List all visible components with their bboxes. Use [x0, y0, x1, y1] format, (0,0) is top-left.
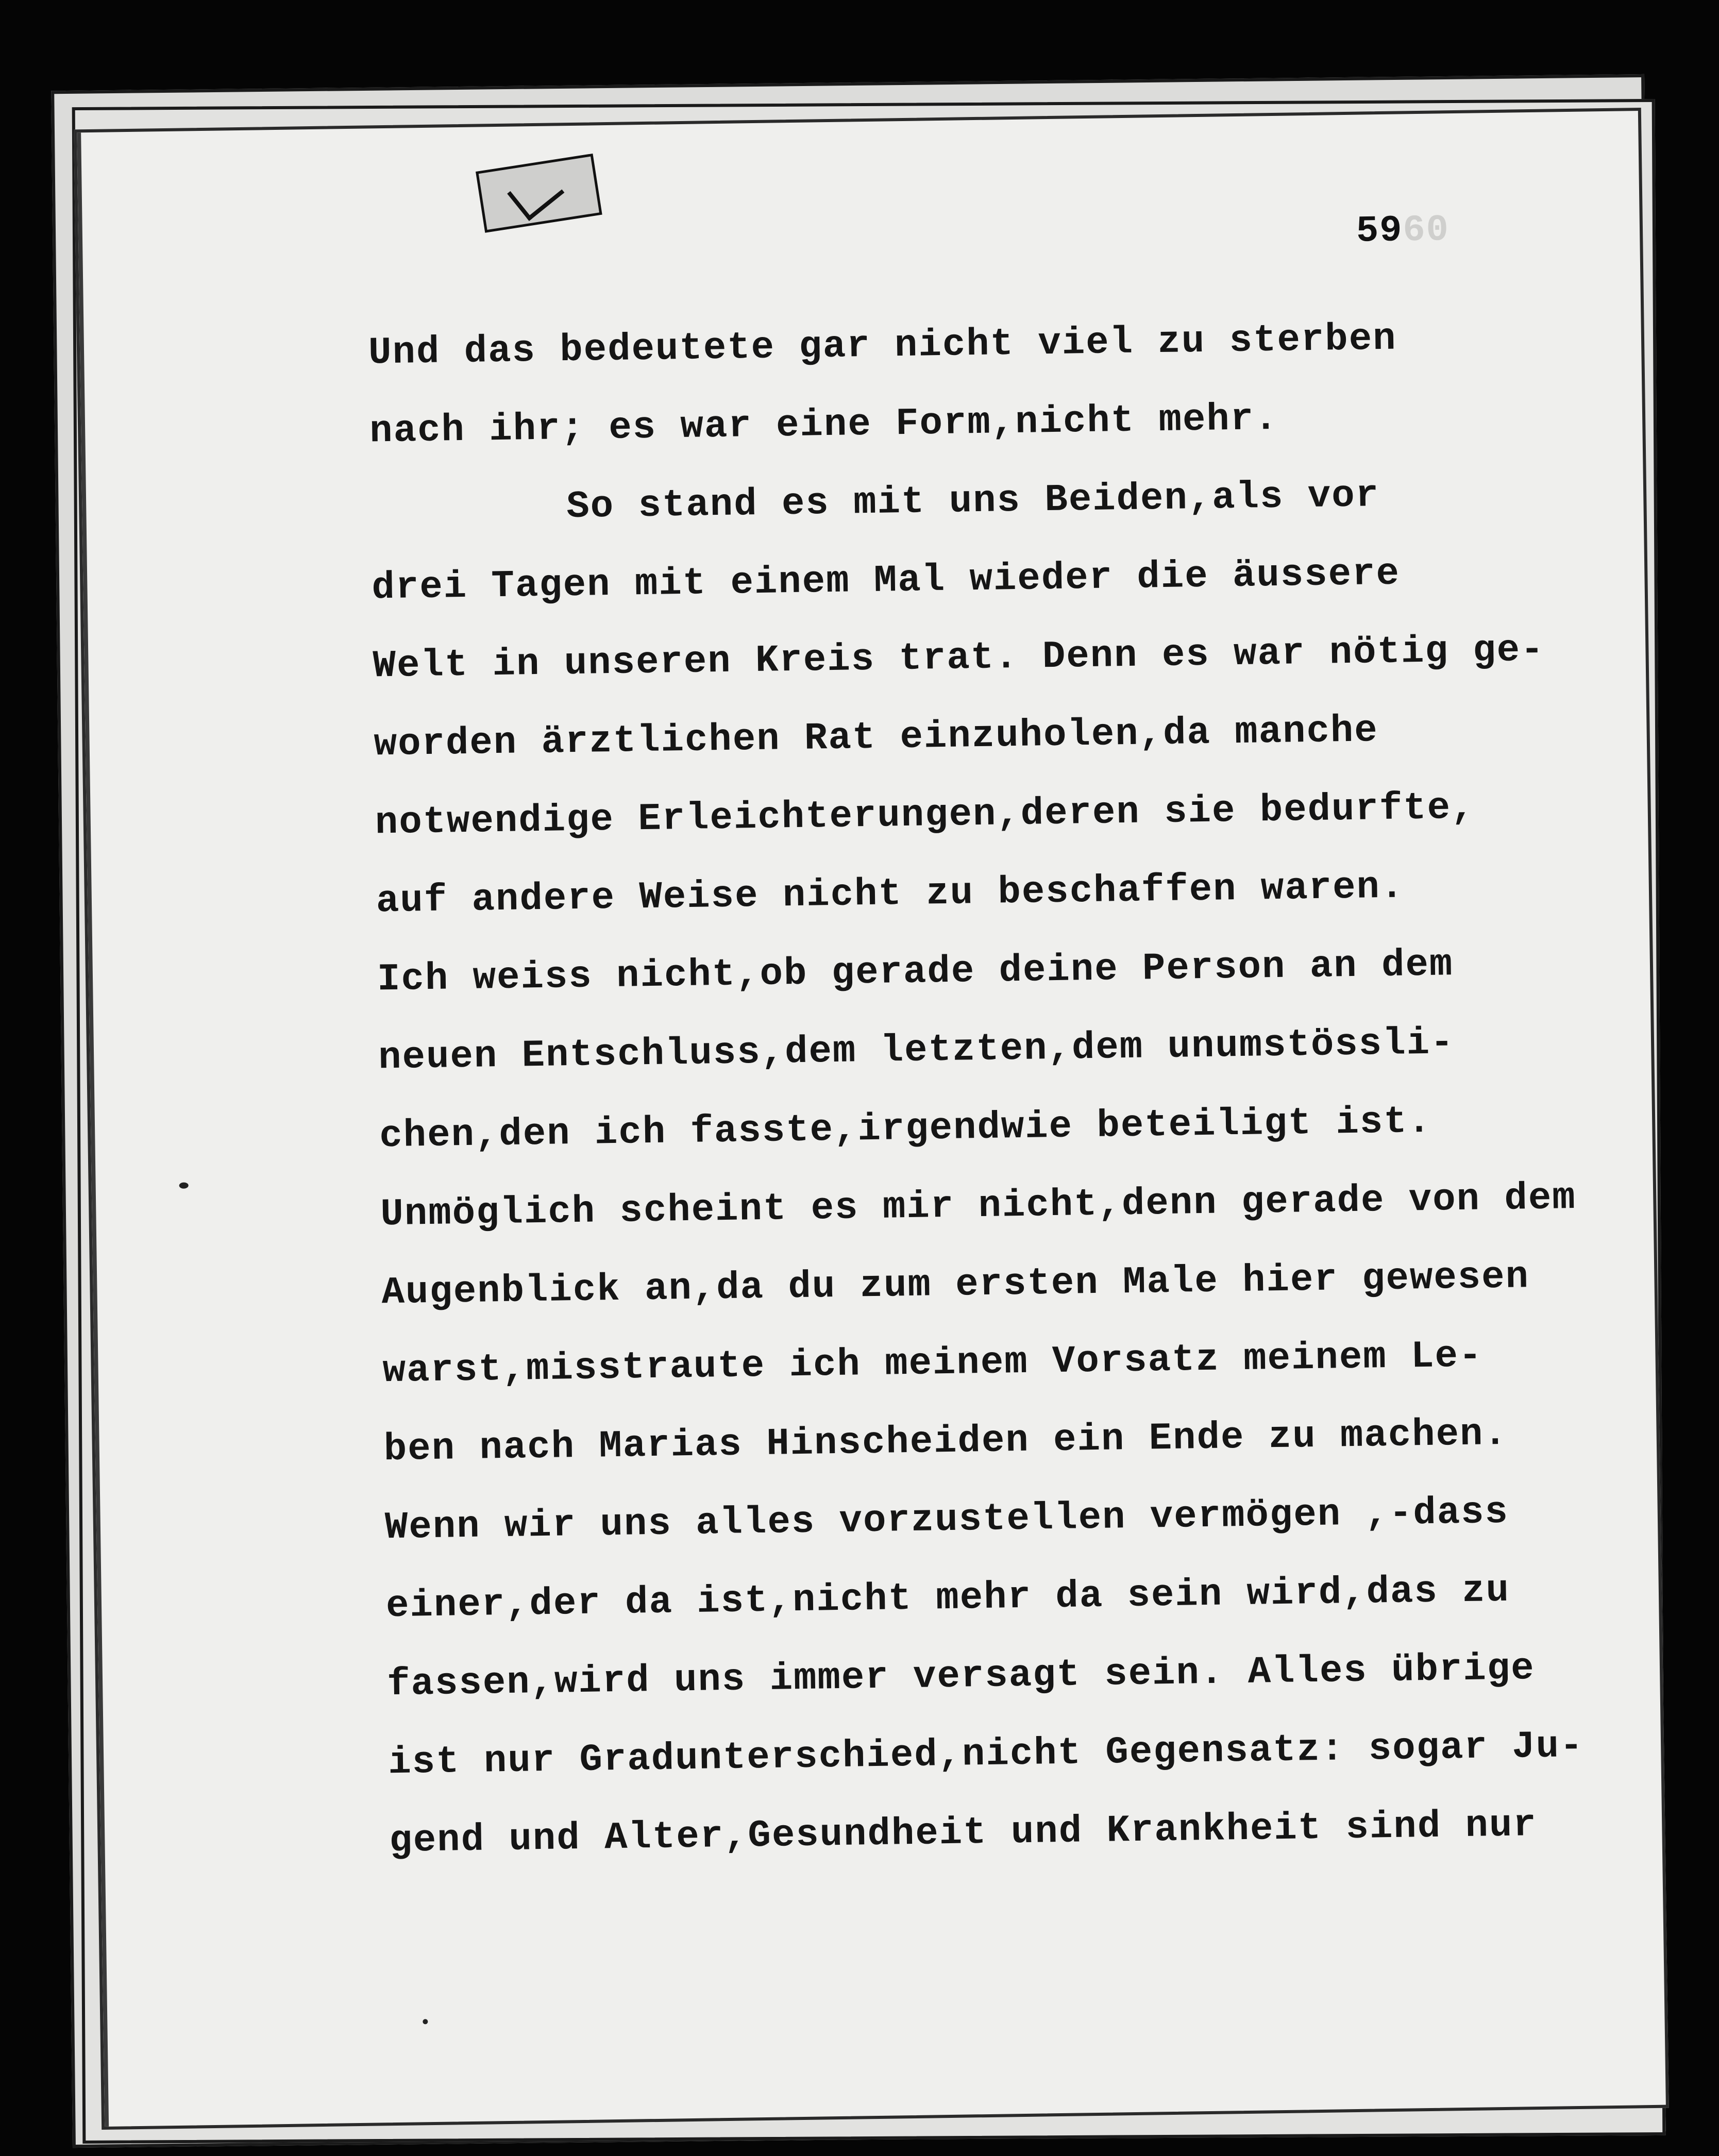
text-line: So stand es mit uns Beiden,als vor — [566, 474, 1380, 529]
text-line: Ich weiss nicht,ob gerade deine Person an dem — [377, 943, 1454, 1002]
typescript-page — [74, 108, 1669, 2130]
paper-clip-mark — [476, 154, 602, 233]
text-line: auf andere Weise nicht zu beschaffen waren. — [376, 865, 1405, 923]
text-line: Unmöglich scheint es mir nicht,denn gerade von dem — [380, 1176, 1577, 1237]
text-line: notwendige Erleichterungen,deren sie bedurfte, — [375, 786, 1476, 845]
text-line: einer,der da ist,nicht mehr da sein wird,das zu — [385, 1569, 1510, 1628]
text-line: neuen Entschluss,dem letzten,dem unumstössli- — [378, 1021, 1455, 1080]
text-line: nach ihr; es war eine Form,nicht mehr. — [369, 397, 1279, 453]
page-number — [1356, 209, 1450, 252]
text-line: warst,misstraute ich meinem Vorsatz meinem Le- — [382, 1334, 1483, 1393]
text-line: chen,den ich fasste,irgendwie beteiligt ist. — [379, 1100, 1432, 1158]
ink-speck — [423, 2019, 428, 2024]
text-line: Wenn wir uns alles vorzustellen vermögen ,-dass — [384, 1490, 1509, 1550]
text-line: Welt in unseren Kreis trat. Denn es war nötig ge- — [373, 628, 1545, 688]
page-number-ghost: 60 — [1402, 209, 1450, 252]
text-line: drei Tagen mit einem Mal wieder die äussere — [371, 552, 1401, 610]
ink-speck — [179, 1183, 189, 1189]
text-line: fassen,wird uns immer versagt sein. Alles übrige — [386, 1647, 1536, 1707]
text-line: Augenblick an,da du zum ersten Male hier gewesen — [381, 1255, 1530, 1315]
page-number-value: 59 — [1356, 209, 1404, 252]
text-line: ben nach Marias Hinscheiden ein Ende zu machen. — [383, 1412, 1508, 1472]
text-line: worden ärztlichen Rat einzuholen,da manche — [374, 709, 1379, 767]
text-line: ist nur Gradunterschied,nicht Gegensatz: sogar Ju- — [387, 1724, 1585, 1785]
typed-text — [368, 296, 1652, 1880]
text-line: gend und Alter,Gesundheit und Krankheit sind nur — [389, 1804, 1538, 1863]
text-line: Und das bedeutete gar nicht viel zu sterben — [368, 317, 1397, 375]
